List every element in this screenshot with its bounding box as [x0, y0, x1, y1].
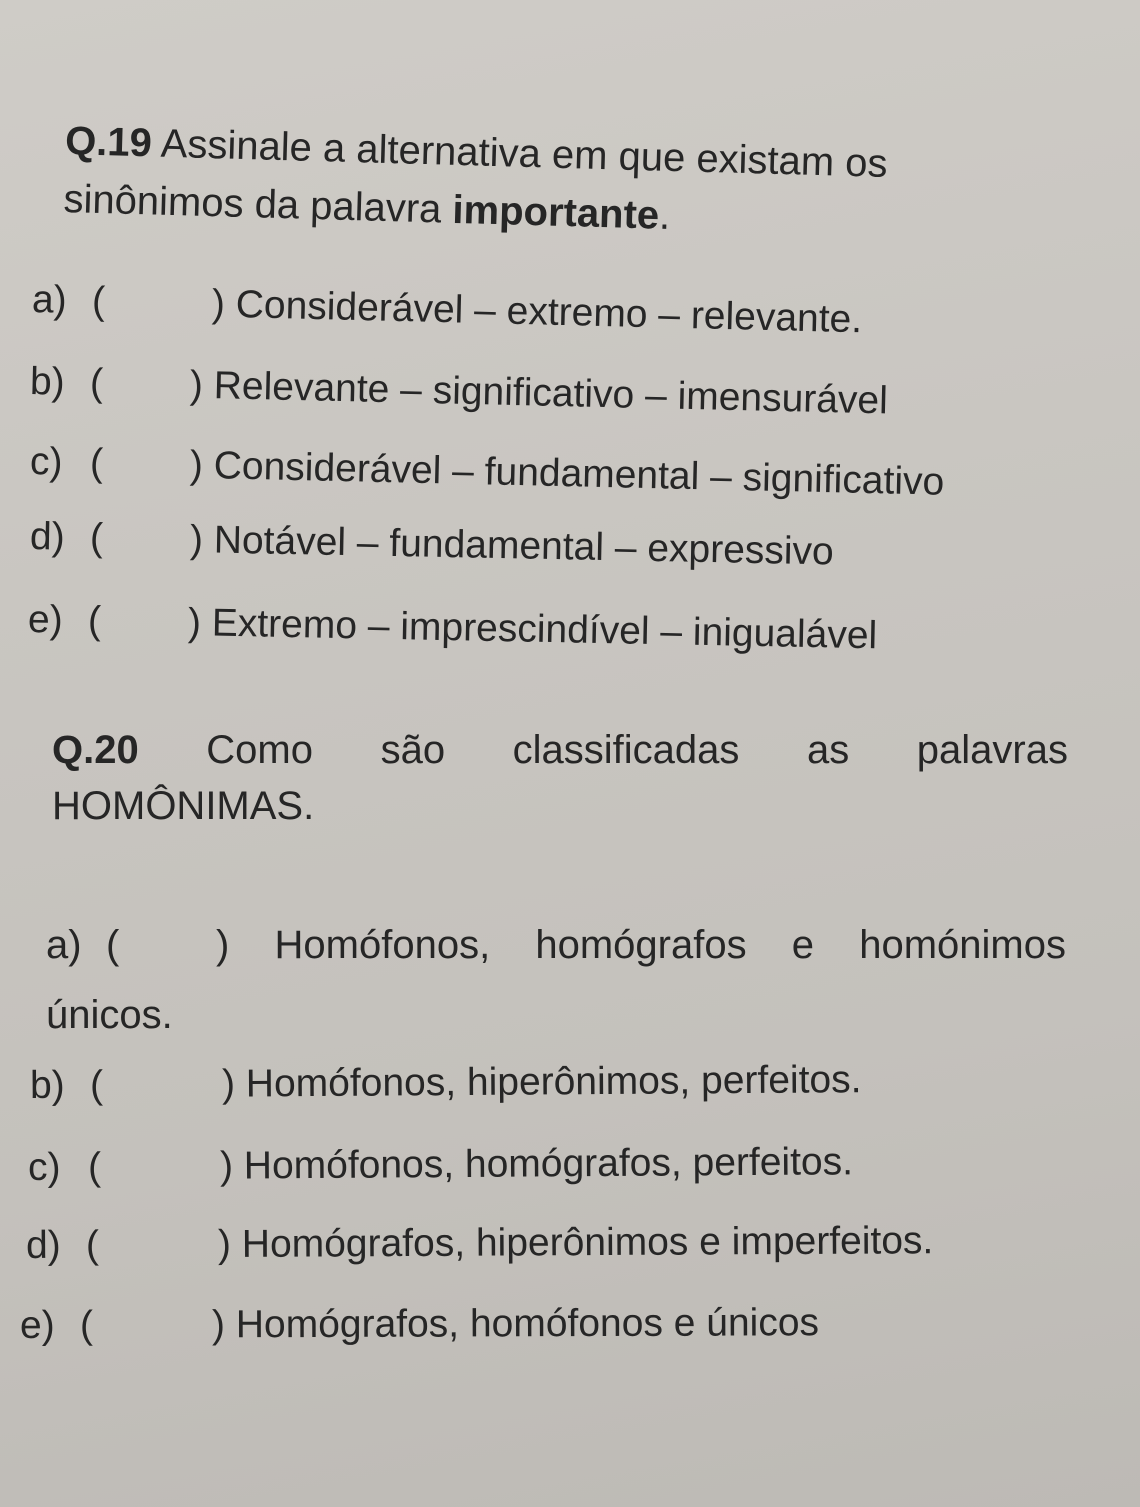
q19-option-b[interactable] [30, 360, 889, 423]
question-19-period: . [658, 193, 671, 238]
answer-box-close: ) [189, 443, 204, 487]
option-letter: a) [46, 923, 82, 967]
q19-option-d[interactable] [30, 515, 835, 574]
option-text: Homógrafos, hiperônimos e imperfeitos. [241, 1219, 934, 1266]
answer-box-close: ) [211, 282, 226, 326]
answer-box-close: ) [219, 1144, 234, 1188]
q19-option-a[interactable] [31, 278, 862, 342]
q20-option-e[interactable] [20, 1301, 819, 1348]
option-text: Homógrafos, homófonos e únicos [235, 1301, 820, 1347]
option-letter: e) [19, 1303, 55, 1347]
option-text: Homófonos, hiperônimos, perfeitos. [245, 1058, 862, 1106]
answer-box-open[interactable]: ( [85, 1223, 100, 1267]
option-text: Considerável – fundamental – significativo [213, 444, 945, 504]
answer-box-open[interactable]: ( [89, 1063, 104, 1107]
q20-option-d[interactable] [26, 1219, 934, 1268]
q20-option-a[interactable] [46, 910, 1066, 1050]
q19-option-c[interactable] [30, 440, 945, 505]
option-text: Homófonos, homógrafos, perfeitos. [243, 1140, 854, 1188]
q19-option-e[interactable] [28, 598, 878, 658]
option-letter: d) [25, 1223, 61, 1267]
option-letter: a) [31, 278, 68, 322]
option-letter: b) [29, 1063, 65, 1107]
option-letter: e) [27, 598, 64, 642]
answer-box-close: ) [187, 601, 202, 645]
answer-box-open[interactable]: ( [91, 279, 106, 323]
option-text-continued: únicos. [46, 993, 173, 1037]
option-text: Homófonos, homógrafos e homónimos [274, 923, 1066, 967]
answer-box-close: ) [217, 1222, 232, 1266]
answer-box-open[interactable]: ( [89, 516, 104, 560]
answer-box-close: ) [189, 363, 204, 407]
option-text: Relevante – significativo – imensurável [213, 364, 889, 423]
answer-box-close: ) [216, 923, 230, 967]
answer-box-open[interactable]: ( [87, 599, 102, 643]
answer-box-open[interactable]: ( [79, 1303, 94, 1347]
question-19-text: Assinale a alternativa em que existam os sinônimos da palavra [62, 121, 889, 232]
question-20-prompt [52, 722, 1068, 834]
answer-box-close: ) [211, 1303, 226, 1347]
answer-box-open[interactable]: ( [89, 441, 104, 485]
answer-box-close: ) [221, 1062, 236, 1106]
question-20-number: Q.20 [52, 728, 139, 772]
answer-box-open[interactable]: ( [89, 361, 104, 405]
option-text: Extremo – imprescindível – inigualável [211, 601, 878, 658]
question-19-keyword: importante [451, 187, 660, 238]
question-19-prompt [63, 112, 1056, 256]
question-20-line-2: HOMÔNIMAS. [52, 784, 315, 828]
answer-box-close: ) [189, 518, 204, 562]
answer-box-open[interactable]: ( [87, 1145, 102, 1189]
question-20-text: Como são classificadas as palavras [206, 728, 1068, 772]
question-19-number: Q.19 [64, 118, 153, 166]
option-text: Notável – fundamental – expressivo [213, 518, 835, 574]
q20-option-c[interactable] [28, 1140, 853, 1190]
option-letter: d) [29, 515, 66, 559]
answer-box-open[interactable]: ( [106, 923, 120, 967]
option-letter: b) [29, 360, 66, 404]
option-letter: c) [27, 1145, 61, 1189]
option-letter: c) [29, 440, 63, 484]
question-20-line-1 [52, 722, 1068, 778]
option-line-1 [46, 910, 1066, 980]
q20-option-b[interactable] [30, 1058, 862, 1108]
option-text: Considerável – extremo – relevante. [235, 282, 863, 342]
